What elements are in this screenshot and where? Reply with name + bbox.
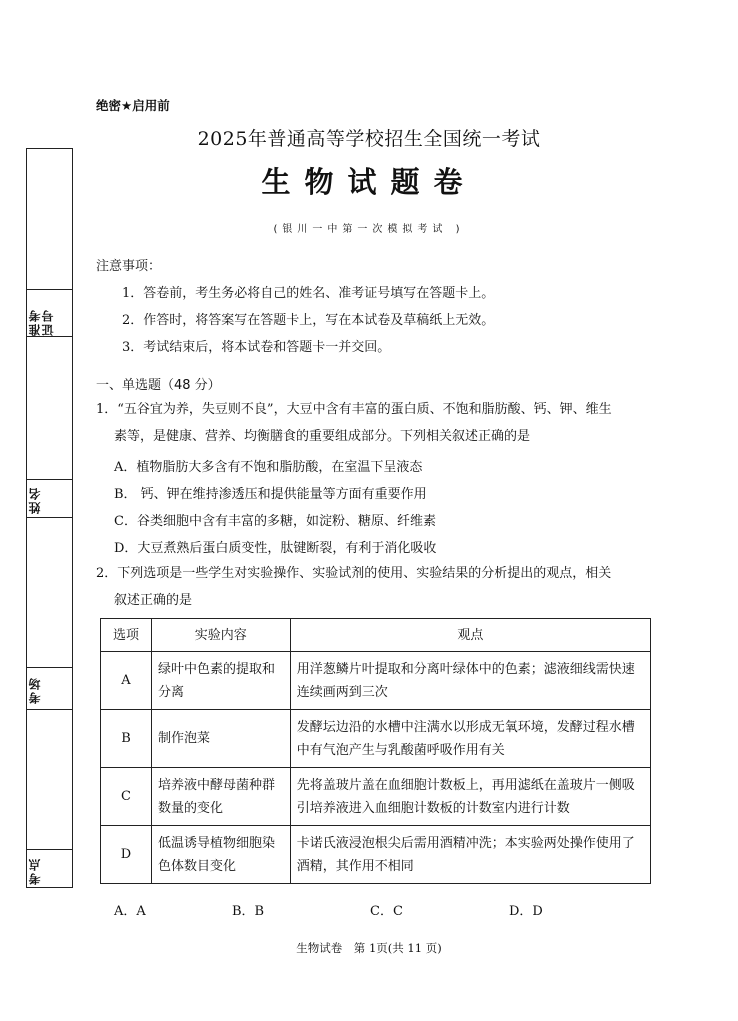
table-row: [101, 768, 651, 826]
q2-stem-line2: 叙述正确的是: [114, 593, 193, 608]
table-row: [101, 826, 651, 884]
q2-table: [100, 618, 651, 884]
q2-answer-a: A．A: [114, 904, 146, 919]
q1-option-c: C．谷类细胞中含有丰富的多糖，如淀粉、糖原、纤维素: [114, 514, 436, 529]
table-cell-content: 制作泡菜: [151, 710, 290, 768]
page-title: 生物试题卷: [261, 165, 477, 199]
side-cell-room: [27, 667, 72, 709]
side-cell-blank-4: [27, 709, 72, 849]
table-cell-view: 用洋葱鳞片叶提取和分离叶绿体中的色素；滤液细线需快速连续画两到三次: [290, 652, 650, 710]
table-cell-option: D: [101, 826, 152, 884]
exam-title: 2025年普通高等学校招生全国统一考试: [197, 128, 541, 150]
table-header-option: 选项: [101, 619, 152, 652]
side-label-name: 姓名: [28, 486, 42, 514]
table-cell-view: 发酵坛边沿的水槽中注满水以形成无氧环境，发酵过程水槽中有气泡产生与乳酸菌呼吸作用有关: [290, 710, 650, 768]
side-cell-name: [27, 479, 72, 517]
table-row: [101, 652, 651, 710]
q2-answer-d: D．D: [509, 904, 543, 919]
side-cell-site: [27, 849, 72, 889]
section-heading: 一、单选题（48 分）: [96, 378, 221, 393]
q1-stem-line1: 1．“五谷宜为养，失豆则不良”，大豆中含有丰富的蛋白质、不饱和脂肪酸、钙、钾、维生: [96, 402, 612, 417]
note-item-1: 1．答卷前，考生务必将自己的姓名、准考证号填写在答题卡上。: [122, 286, 495, 301]
side-label-exam-id: 准考证号: [28, 308, 55, 336]
table-header-row: [101, 619, 651, 652]
exam-subtitle: (银川一中第一次模拟考试 ): [273, 224, 465, 235]
q1-option-b: B． 钙、钾在维持渗透压和提供能量等方面有重要作用: [114, 487, 427, 502]
table-cell-view: 先将盖玻片盖在血细胞计数板上，再用滤纸在盖玻片一侧吸引培养液进入血细胞计数板的计数室内进行计数: [290, 768, 650, 826]
q1-option-a: A．植物脂肪大多含有不饱和脂肪酸，在室温下呈液态: [114, 460, 423, 475]
notes-heading: 注意事项：: [96, 259, 162, 274]
table-cell-content: 绿叶中色素的提取和分离: [151, 652, 290, 710]
q2-answer-c: C．C: [370, 904, 403, 919]
table-cell-option: A: [101, 652, 152, 710]
side-cell-blank-3: [27, 517, 72, 667]
note-item-2: 2．作答时，将答案写在答题卡上，写在本试卷及草稿纸上无效。: [122, 313, 495, 328]
side-cell-exam-id: [27, 289, 72, 336]
secret-mark: 绝密★启用前: [96, 98, 170, 113]
page-footer: 生物试卷 第 1页(共 11 页): [296, 941, 442, 955]
q1-option-d: D．大豆煮熟后蛋白质变性，肽键断裂，有利于消化吸收: [114, 541, 437, 556]
table-header-view: 观点: [290, 619, 650, 652]
side-label-room: 考场: [28, 676, 42, 704]
table-cell-option: C: [101, 768, 152, 826]
table-cell-content: 低温诱导植物细胞染色体数目变化: [151, 826, 290, 884]
table-cell-view: 卡诺氏液浸泡根尖后需用酒精冲洗；本实验两处操作使用了酒精，其作用不相同: [290, 826, 650, 884]
table-header-content: 实验内容: [151, 619, 290, 652]
table-cell-content: 培养液中酵母菌种群数量的变化: [151, 768, 290, 826]
side-label-site: 考点: [28, 857, 42, 885]
side-info-box: [26, 148, 73, 888]
table-cell-option: B: [101, 710, 152, 768]
note-item-3: 3．考试结束后，将本试卷和答题卡一并交回。: [122, 340, 391, 355]
table-row: [101, 710, 651, 768]
side-cell-blank-2: [27, 336, 72, 479]
q2-stem-line1: 2．下列选项是一些学生对实验操作、实验试剂的使用、实验结果的分析提出的观点，相关: [96, 566, 612, 581]
q1-stem-line2: 素等，是健康、营养、均衡膳食的重要组成部分。下列相关叙述正确的是: [114, 429, 531, 444]
q2-answer-b: B．B: [232, 904, 265, 919]
